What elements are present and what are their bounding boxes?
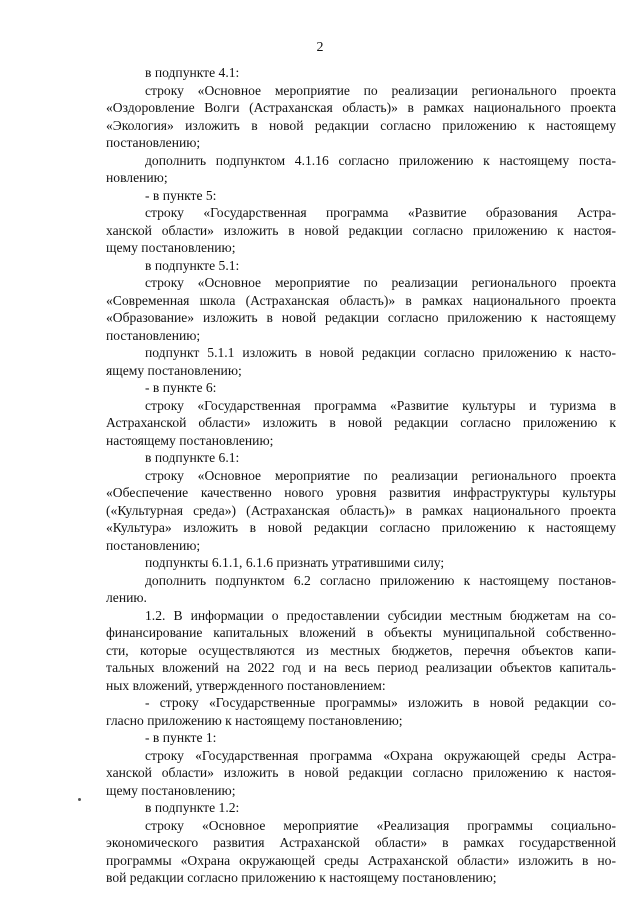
text-line: в подпункте 6.1: [145,450,240,465]
document-body [106,64,616,887]
text-line: новлению; [106,170,168,185]
text-line: - в пункте 1: [145,730,217,745]
text-line: «Культура» изложить в новой редакции согласно приложению к настоящему [106,520,616,535]
text-line: «Оздоровление Волги (Астраханская область)» в рамках национального проекта [106,100,616,115]
text-line: лению. [106,590,147,605]
text-line: «Образование» изложить в новой редакции согласно приложению к настоящему [106,310,616,325]
text-line: Астраханской области» изложить в новой редакции согласно приложению к [106,415,616,430]
text-line: дополнить подпунктом 6.2 согласно приложению к настоящему постанов- [145,572,616,588]
text-line: гласно приложению к настоящему постановлению; [106,712,403,728]
scan-speck [78,798,81,801]
text-line: («Культурная среда») (Астраханская область)» в рамках национального проекта [106,502,616,518]
page-number: 2 [316,40,324,55]
text-line: - в пункте 6: [145,380,217,395]
text-line: экономического развития Астраханской области» в рамках государственной [106,835,616,850]
text-line: строку «Основное мероприятие «Реализация программы социально- [145,817,616,833]
text-line: щему постановлению; [106,782,236,798]
text-line: дополнить подпунктом 4.1.16 согласно приложению к настоящему поста- [145,152,616,168]
text-line: щему постановлению; [106,240,236,255]
text-line: подпункт 5.1.1 изложить в новой редакции согласно приложению к насто- [145,345,616,360]
text-line: «Экология» изложить в новой редакции согласно приложению к настоящему [106,117,616,133]
text-line: настоящему постановлению; [106,432,274,448]
text-line: программы «Охрана окружающей среды Астраханской области» изложить в но- [106,852,616,868]
text-line: строку «Государственная программа «Развитие культуры и туризма в [145,397,616,413]
text-line: подпункты 6.1.1, 6.1.6 признать утратившими силу; [145,555,445,570]
text-line: тальных вложений на 2022 год и на весь период реализации объектов капиталь- [106,660,616,675]
text-line: строку «Основное мероприятие по реализации регионального проекта [145,467,616,483]
text-line: ных вложений, утвержденного постановлением: [106,677,386,693]
text-line: постановлению; [106,327,201,343]
text-line: «Современная школа (Астраханская область)» в рамках национального проекта [106,292,616,308]
text-line: финансирование капитальных вложений в объекты муниципальной собственно- [106,625,616,640]
text-line: строку «Государственная программа «Развитие образования Астра- [145,205,616,220]
text-line: в подпункте 1.2: [145,800,240,815]
text-line: строку «Государственная программа «Охрана окружающей среды Астра- [145,747,616,763]
text-line: - строку «Государственные программы» изложить в новой редакции со- [145,695,616,710]
text-line: 1.2. В информации о предоставлении субсидии местным бюджетам на со- [145,607,616,623]
text-line: ханской области» изложить в новой редакции согласно приложению к настоя- [106,765,616,780]
text-line: постановлению; [106,537,201,553]
text-line: ящему постановлению; [106,362,242,378]
text-line: - в пункте 5: [145,187,217,203]
text-line: ханской области» изложить в новой редакции согласно приложению к настоя- [106,222,616,238]
text-line: строку «Основное мероприятие по реализации регионального проекта [145,82,616,98]
text-line: вой редакции согласно приложению к настоящему постановлению; [106,870,497,885]
text-line: сти, которые осуществляются из местных бюджетов, перечня объектов капи- [106,642,616,658]
text-line: в подпункте 4.1: [145,65,240,80]
text-line: строку «Основное мероприятие по реализации регионального проекта [145,275,616,290]
text-line: в подпункте 5.1: [145,257,240,273]
text-line: постановлению; [106,135,201,150]
text-line: «Обеспечение качественно нового уровня развития инфраструктуры культуры [106,485,616,500]
